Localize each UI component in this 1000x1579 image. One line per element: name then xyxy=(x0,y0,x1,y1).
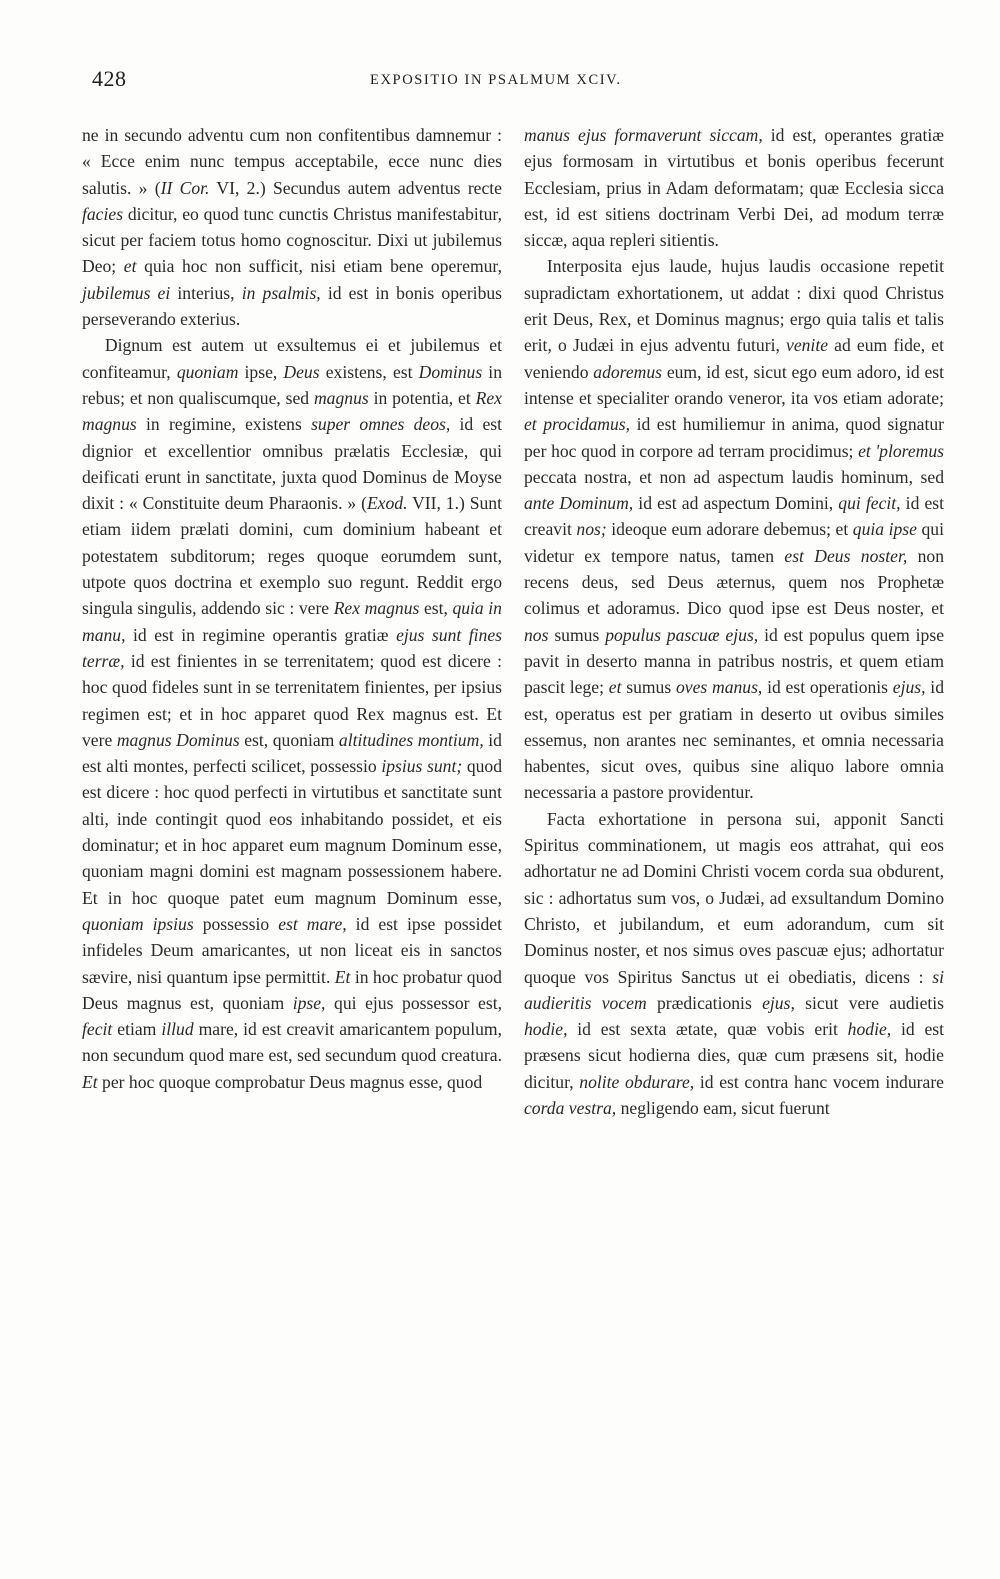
text-run: id est contra hanc vocem indurare xyxy=(694,1071,944,1092)
italic-text: et xyxy=(608,677,622,698)
text-run: id est humiliemur in anima, quod signatur per hoc quod in corpore ad terram procidimus; xyxy=(524,414,945,461)
italic-text: illud xyxy=(161,1019,194,1040)
italic-text: magnus Dominus xyxy=(116,729,240,750)
right-text-column xyxy=(524,122,944,1121)
page-number: 428 xyxy=(92,66,127,91)
text-run: non recens deus, sed Deus æternus, quem nos Prophetæ colimus et adoramus. Dico quod ipse est Deus noster, et xyxy=(524,545,944,619)
italic-text: hodie, xyxy=(524,1019,568,1040)
text-run: id est finientes in se terrenitatem; quod est dicere : hoc quod fideles sunt in se terrenitatem finientes, per ipsius regimen est; et in hoc apparet quod Rex magnus est. Et vere xyxy=(82,650,502,750)
italic-text: Et xyxy=(82,1071,98,1092)
italic-text: nos; xyxy=(576,519,607,540)
italic-text: quoniam xyxy=(176,361,239,382)
italic-text: super omnes deos, xyxy=(311,414,451,435)
text-run: in hoc probatur quod Deus magnus est, quoniam xyxy=(82,966,502,1013)
italic-text: nos xyxy=(524,624,549,645)
text-run: qui ejus possessor est, xyxy=(325,992,502,1013)
text-run: id est dignior et excellentior omnibus prælatis Ecclesiæ, qui deificati erunt in sanctitate, juxta quod Dominus de Moyse dixit : « Constituite deum Pharaonis. » ( xyxy=(82,414,503,514)
text-run: id est operationis xyxy=(762,677,893,698)
text-run: id est ad aspectum Domini, xyxy=(633,493,839,514)
text-run: sumus xyxy=(621,677,676,698)
italic-text: ipse, xyxy=(292,992,326,1013)
italic-text: qui fecit, xyxy=(838,493,901,514)
italic-text: Rex magnus xyxy=(82,387,502,435)
text-run: id est populus quem ipse pavit in deserto manna in patribus nostris, et quem etiam pascit lege; xyxy=(524,624,945,698)
italic-text: ejus, xyxy=(762,992,795,1013)
running-title: EXPOSITIO IN PSALMUM XCIV. xyxy=(370,72,622,88)
text-run: interius, xyxy=(170,282,242,303)
text-run: in regimine, existens xyxy=(136,414,312,435)
text-run: VII, 1.) Sunt etiam iidem prælati domini, cum dominium habeant et potestatem subditorum; reges quoque eorumdem sunt, utpote quos doctrina et exemplo suo regunt. Reddit ergo singula singulis, addendo sic : vere xyxy=(82,493,502,619)
text-run: id est, operantes gratiæ ejus formosam in virtutibus et bonis operibus fecerunt Ecclesiam, prius in Adam deformatam; quæ Ecclesia sicca est, id est sitiens doctrinam Verbi Dei, ad modum terræ siccæ, aqua repleri sitientis. xyxy=(524,125,944,251)
italic-text: manus ejus formaverunt siccam, xyxy=(524,125,763,145)
italic-text: venite xyxy=(786,335,829,356)
text-run: mare, id est creavit amaricantem populum, non secundum quod mare est, sed secundum quod creatura. xyxy=(82,1019,502,1066)
italic-text: corda vestra, xyxy=(524,1097,617,1118)
text-run: etiam xyxy=(112,1019,162,1040)
text-run: ne in secundo adventu cum non confitentibus damnemur : « Ecce enim nunc tempus acceptabile, ecce nunc dies salutis. » ( xyxy=(82,125,502,198)
text-run: id est in regimine operantis gratiæ xyxy=(125,624,397,645)
italic-text: ejus sunt fines terræ, xyxy=(82,624,503,671)
text-run: possessio xyxy=(193,913,279,934)
text-run: negligendo eam, sicut fuerunt xyxy=(616,1097,830,1118)
text-run: Facta exhortatione in persona sui, apponit Sancti Spiritus comminationem, ut magis eos attrahat, qui eos adhortatur ne ad Domini Christi vocem corda sua obdurent, sic : adhortatus sum vos, o Judæi, ad exsultandum Domino Christo, et jubilandum, et eum adorandum, cum sit Dominus noster, et nos simus oves pascuæ ejus; adhortatur quoque vos Spiritus Sanctus ut ei obediatis, dicens : xyxy=(524,808,944,987)
text-run: Interposita ejus laude, hujus laudis occasione repetit supradictam exhortationem, ut addat : dixi quod Christus erit Deus, Rex, et Dominus magnus; ergo quia talis et talis erit, o Judæi in ejus adventu futuri, xyxy=(524,256,944,356)
italic-text: adoremus xyxy=(593,361,663,382)
italic-text: et 'ploremus xyxy=(858,440,944,461)
text-run: id est alti montes, perfecti scilicet, possessio xyxy=(82,729,502,777)
italic-text: fecit xyxy=(82,1019,113,1040)
text-run: existens, est xyxy=(319,361,419,382)
text-run: dicitur, eo quod tunc cunctis Christus manifestabitur, sicut per faciem totus homo cognoscitur. Dixi ut jubilemus Deo; xyxy=(82,203,502,277)
italic-text: altitudines montium, xyxy=(338,729,484,750)
text-run: VI, 2.) Secundus autem adventus recte xyxy=(209,177,502,198)
text-run: est, xyxy=(419,598,453,619)
text-run: id est, operatus est per gratiam in deserto ut ovibus similes essemus, non arantes nec seminantes, et omnia necessaria habentes, sicut oves, quibus sine aliquo labore omnia necessaria a pastore providentur. xyxy=(524,677,944,803)
text-run: ipse, xyxy=(238,361,284,382)
italic-text: II Cor. xyxy=(160,177,210,198)
text-run: prædicationis xyxy=(646,992,763,1013)
italic-text: magnus xyxy=(313,387,369,408)
text-run: est, quoniam xyxy=(239,729,339,750)
italic-text: Dominus xyxy=(418,361,483,382)
italic-text: ipsius sunt; xyxy=(381,756,463,777)
text-run: id est sexta ætate, quæ vobis erit xyxy=(567,1019,848,1040)
italic-text: Exod. xyxy=(366,493,408,514)
text-run: sumus xyxy=(548,624,606,645)
italic-text: facies xyxy=(82,203,124,224)
italic-text: nolite obdurare, xyxy=(579,1071,695,1092)
paragraph xyxy=(82,332,502,1095)
italic-text: Et xyxy=(334,966,351,987)
text-run: ad eum fide, et veniendo xyxy=(524,335,944,382)
italic-text: ante Dominum, xyxy=(524,493,634,514)
paragraph xyxy=(82,122,502,332)
text-run: eum, id est, sicut ego eum adoro, id est intense et specialiter orando veneror, ita vos etiam adorate; xyxy=(524,361,945,408)
text-run: qui videtur ex tempore natus, tamen xyxy=(524,519,944,566)
italic-text: quia in manu, xyxy=(82,598,502,645)
italic-text: si audieritis vocem xyxy=(524,966,944,1013)
text-run: id est præsens sicut hodierna dies, quæ cum præsens sit, hodie dicitur, xyxy=(524,1019,944,1092)
italic-text: ejus, xyxy=(892,677,926,698)
italic-text: Rex magnus xyxy=(333,598,420,619)
text-run: id est ipse possidet infideles Deum amaricantes, ut non liceat eis in sanctos sævire, nisi quantum ipse permittit. xyxy=(82,913,502,987)
italic-text: hodie, xyxy=(847,1019,892,1040)
italic-text: Deus xyxy=(283,361,320,382)
italic-text: est mare, xyxy=(278,913,347,934)
italic-text: populus pascuæ ejus, xyxy=(605,624,759,645)
italic-text: oves manus, xyxy=(675,677,763,698)
text-run: peccata nostra, et non ad aspectum laudis hominum, sed xyxy=(524,466,944,487)
text-run: quia hoc non sufficit, nisi etiam bene operemur, xyxy=(136,256,502,277)
italic-text: in psalmis, xyxy=(241,282,321,303)
text-run: sicut vere audietis xyxy=(794,992,944,1013)
text-run: ideoque eum adorare debemus; et xyxy=(606,519,853,540)
italic-text: et xyxy=(123,256,137,277)
paragraph xyxy=(524,253,944,805)
italic-text: est Deus noster, xyxy=(784,545,908,566)
text-run: per hoc quoque comprobatur Deus magnus esse, quod xyxy=(97,1071,483,1092)
text-run: quod est dicere : hoc quod perfecti in virtutibus et sanctitate sunt alti, inde contingit quod eos inhabitando possidet, et eis dominatur; et in hoc apparet eum magnum Dominum esse, quoniam magni domini est magnam possessionem habere. Et in hoc quoque patet eum magnum Dominum esse, xyxy=(82,756,503,908)
italic-text: jubilemus ei xyxy=(82,282,171,303)
italic-text: et procidamus, xyxy=(524,414,631,435)
paragraph xyxy=(524,806,944,1122)
text-run: id est in bonis operibus perseverando exterius. xyxy=(82,282,503,330)
paragraph xyxy=(524,122,944,253)
text-run: in potentia, et xyxy=(368,387,476,408)
text-run: id est creavit xyxy=(524,493,945,540)
italic-text: quia ipse xyxy=(852,519,917,540)
left-text-column xyxy=(82,122,502,1095)
text-run: Dignum est autem ut exsultemus ei et jubilemus et confiteamur, xyxy=(82,335,502,382)
text-run: in rebus; et non qualiscumque, sed xyxy=(82,361,502,408)
italic-text: quoniam ipsius xyxy=(82,913,194,934)
running-head xyxy=(92,66,672,96)
